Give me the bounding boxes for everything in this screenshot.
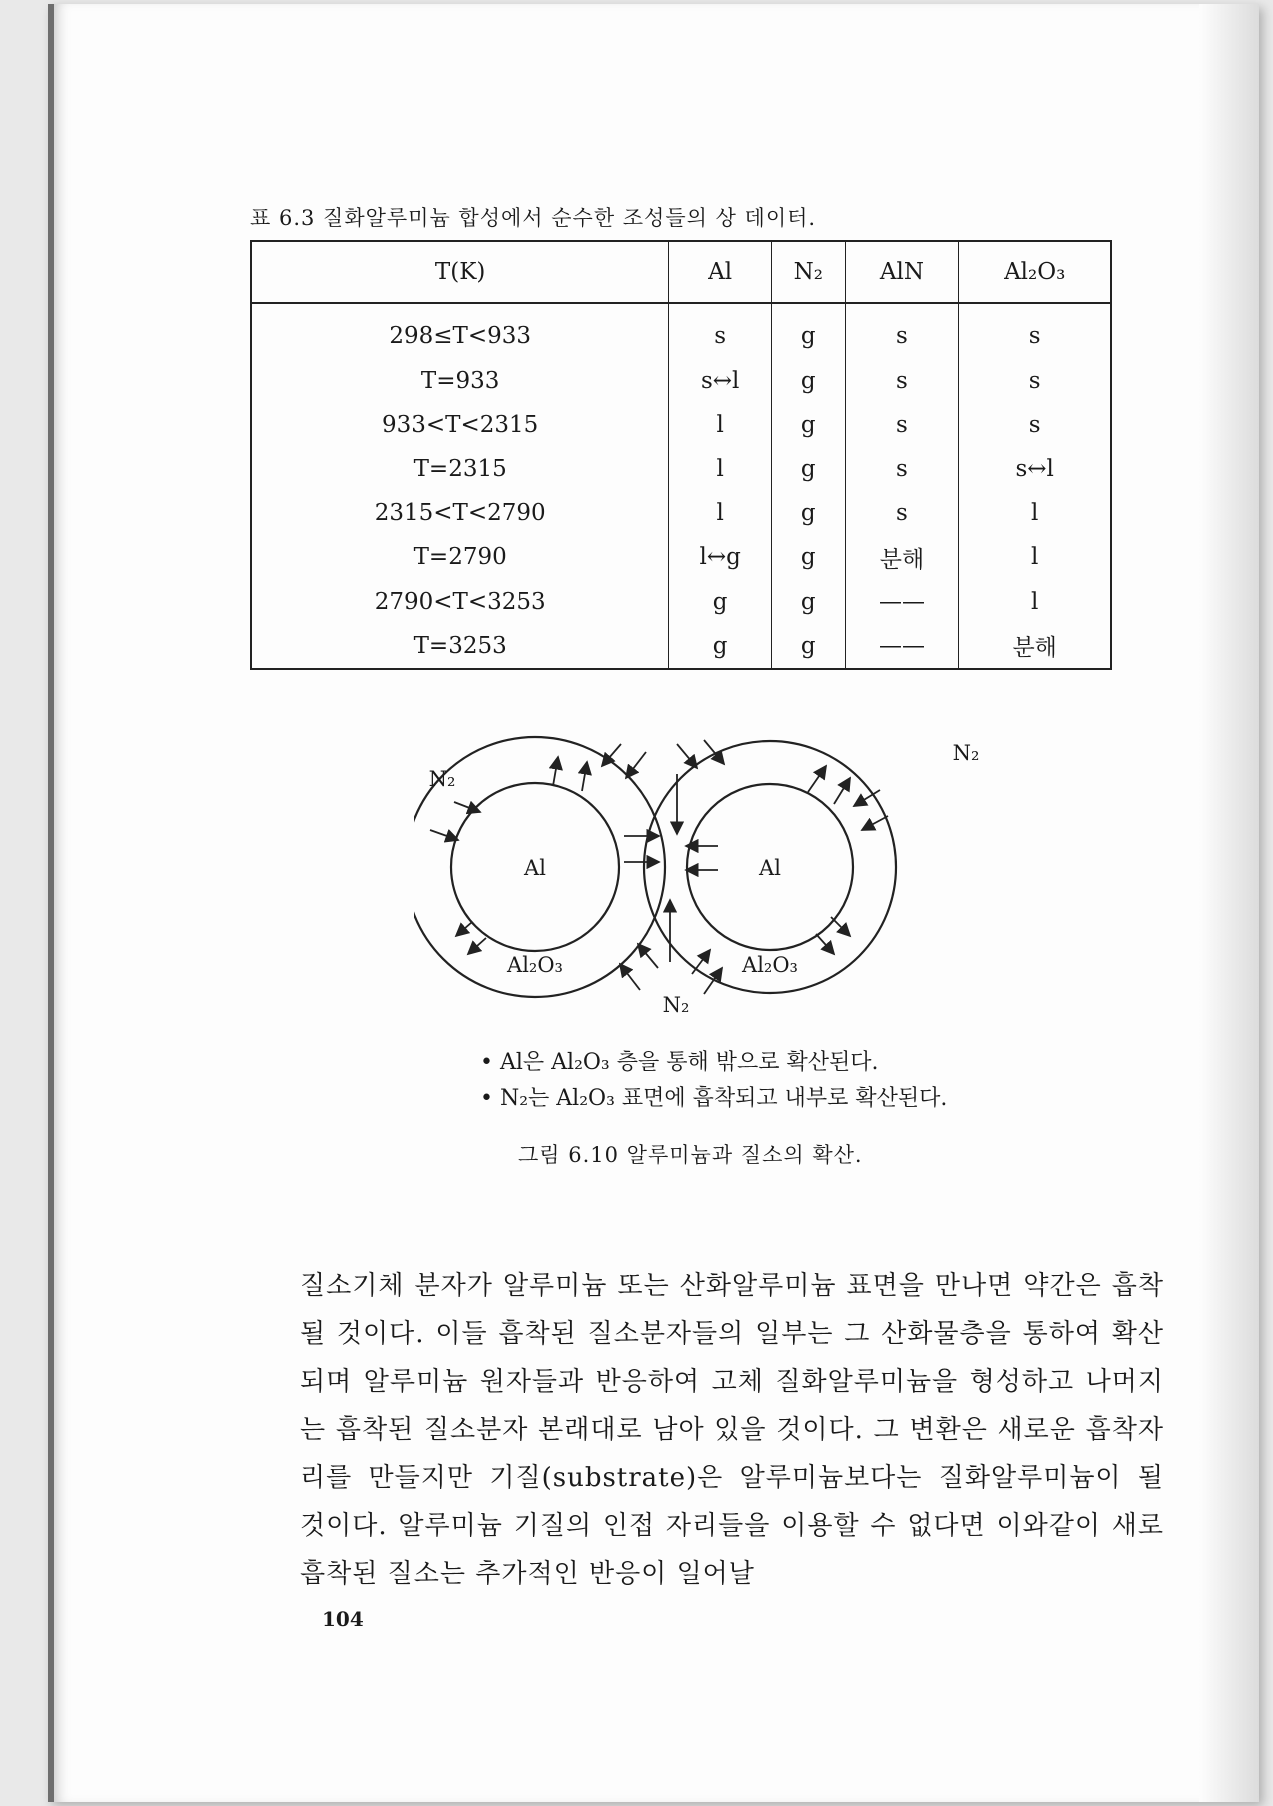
- note-n2-adsorption: • N₂는 Al₂O₃ 표면에 흡착되고 내부로 확산된다.: [480, 1086, 948, 1111]
- page-edge-shadow: [1199, 4, 1259, 1802]
- table-row: [251, 359, 1111, 403]
- table-row: [251, 491, 1111, 535]
- cell-n2: g: [771, 491, 845, 535]
- table-row: [251, 303, 1111, 359]
- book-page: [48, 4, 1259, 1802]
- label-oxide-left: Al₂O₃: [507, 953, 563, 977]
- cell-temperature: T=2790: [251, 535, 669, 579]
- note-al-diffusion: • Al은 Al₂O₃ 층을 통해 밖으로 확산된다.: [480, 1050, 879, 1075]
- header-aln: AlN: [845, 241, 959, 303]
- cell-al2o3: s: [959, 303, 1111, 359]
- cell-n2: g: [771, 624, 845, 669]
- cell-al: l: [669, 491, 772, 535]
- cell-al: g: [669, 624, 772, 669]
- table-row: [251, 580, 1111, 624]
- cell-aln: s: [845, 447, 959, 491]
- cell-n2: g: [771, 359, 845, 403]
- header-al2o3: Al₂O₃: [959, 241, 1111, 303]
- cell-al: l↔g: [669, 535, 772, 579]
- table-row: [251, 403, 1111, 447]
- header-al: Al: [669, 241, 772, 303]
- cell-aln: ——: [845, 624, 959, 669]
- cell-al2o3: 분해: [959, 624, 1111, 669]
- table-caption: 표 6.3 질화알루미늄 합성에서 순수한 조성들의 상 데이터.: [250, 206, 817, 230]
- cell-temperature: 2790<T<3253: [251, 580, 669, 624]
- cell-temperature: 2315<T<2790: [251, 491, 669, 535]
- cell-al2o3: l: [959, 535, 1111, 579]
- cell-al: l: [669, 403, 772, 447]
- cell-temperature: T=933: [251, 359, 669, 403]
- cell-al: l: [669, 447, 772, 491]
- cell-aln: s: [845, 303, 959, 359]
- cell-al2o3: s↔l: [959, 447, 1111, 491]
- cell-n2: g: [771, 580, 845, 624]
- cell-aln: 분해: [845, 535, 959, 579]
- cell-temperature: 933<T<2315: [251, 403, 669, 447]
- cell-temperature: 298≤T<933: [251, 303, 669, 359]
- cell-n2: g: [771, 447, 845, 491]
- body-paragraph: 질소기체 분자가 알루미늄 또는 산화알루미늄 표면을 만나면 약간은 흡착될 것이다. 이들 흡착된 질소분자들의 일부는 그 산화물층을 통하여 확산되며 알루미늄 원자들과 반응하여 고체 질화알루미늄을 형성하고 나머지는 흡착된 질소분자 본래대로 남아 있을 것이다. 그 변환은 새로운 흡착자리를 만들지만 기질(substrate)은 알루미늄보다는 질화알루미늄이 될 것이다. 알루미늄 기질의 인접 자리들을 이용할 수 없다면 이와같이 새로 흡착된 질소는 추가적인 반응이 일어날: [300, 1271, 1164, 1589]
- cell-temperature: T=2315: [251, 447, 669, 491]
- cell-n2: g: [771, 403, 845, 447]
- cell-al2o3: s: [959, 403, 1111, 447]
- label-n2-bottom: N₂: [662, 993, 690, 1017]
- diffusion-arrows: [430, 740, 888, 994]
- cell-al2o3: l: [959, 580, 1111, 624]
- label-oxide-right: Al₂O₃: [742, 953, 798, 977]
- cell-al2o3: s: [959, 359, 1111, 403]
- label-al-right: Al: [759, 856, 781, 880]
- diffusion-diagram: [414, 724, 1014, 1024]
- table-row: [251, 447, 1111, 491]
- cell-al: g: [669, 580, 772, 624]
- table-row: [251, 624, 1111, 669]
- header-temperature: T(K): [251, 241, 669, 303]
- cell-temperature: T=3253: [251, 624, 669, 669]
- cell-aln: s: [845, 403, 959, 447]
- cell-aln: s: [845, 359, 959, 403]
- label-al-left: Al: [524, 856, 546, 880]
- figure-notes: [480, 1045, 947, 1117]
- cell-al: s: [669, 303, 772, 359]
- cell-n2: g: [771, 535, 845, 579]
- cell-aln: ——: [845, 580, 959, 624]
- cell-al2o3: l: [959, 491, 1111, 535]
- cell-al: s↔l: [669, 359, 772, 403]
- page-number: 104: [322, 1607, 364, 1631]
- phase-data-table: [250, 240, 1112, 670]
- label-n2-left: N₂: [428, 767, 456, 791]
- figure-caption: 그림 6.10 알루미늄과 질소의 확산.: [518, 1143, 863, 1167]
- label-n2-right: N₂: [952, 741, 980, 765]
- header-n2: N₂: [771, 241, 845, 303]
- cell-n2: g: [771, 303, 845, 359]
- cell-aln: s: [845, 491, 959, 535]
- table-row: [251, 535, 1111, 579]
